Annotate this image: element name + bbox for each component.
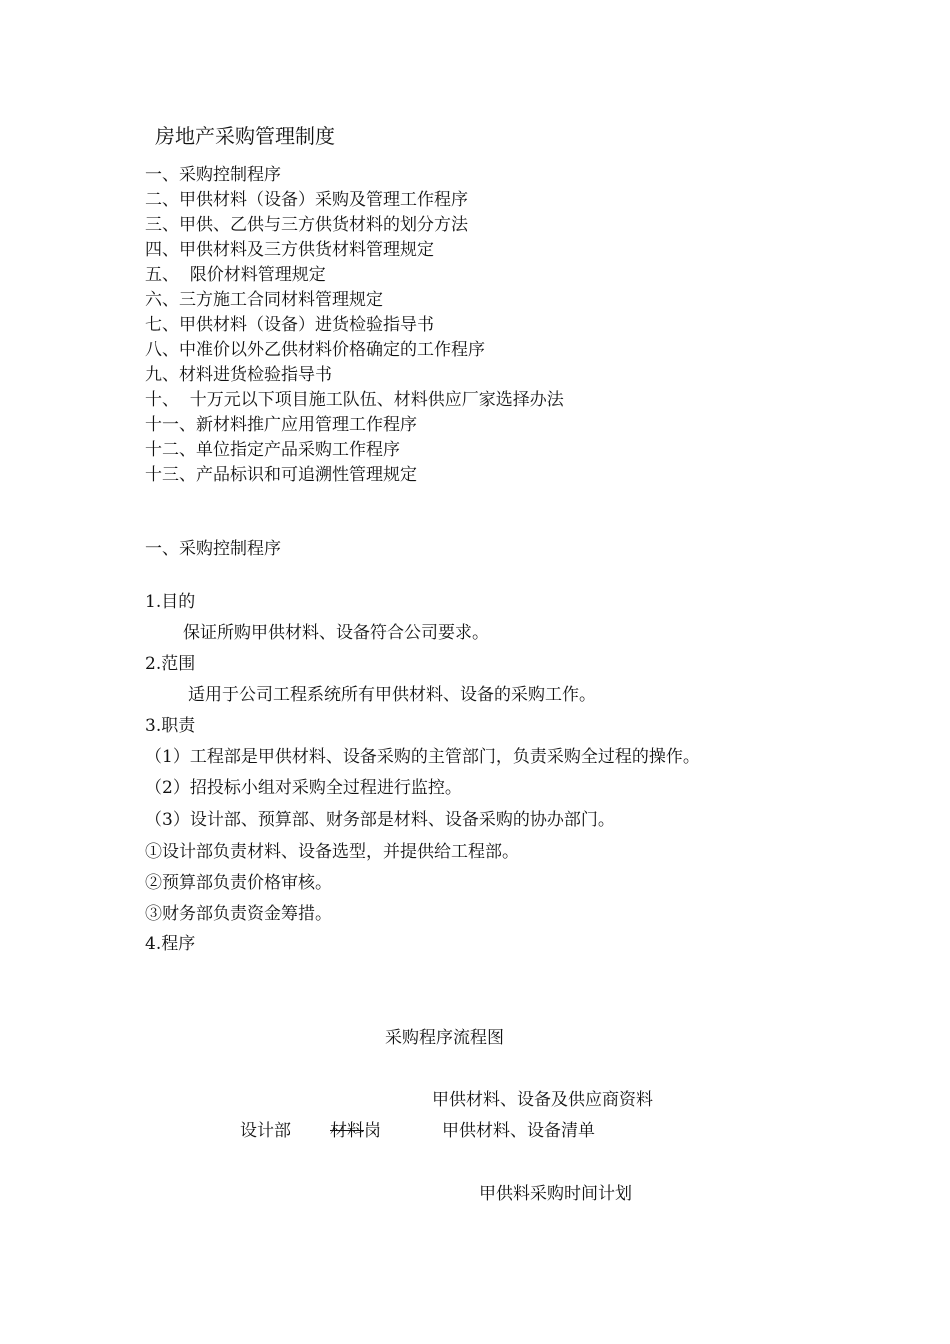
purpose-label: 1.目的	[145, 592, 196, 612]
toc-item: 八、中准价以外乙供材料价格确定的工作程序	[145, 340, 485, 360]
toc-item: 九、材料进货检验指导书	[145, 365, 332, 385]
duty-item: （1）工程部是甲供材料、设备采购的主管部门，负责采购全过程的操作。	[145, 747, 700, 767]
post-suffix: 岗	[364, 1121, 381, 1141]
toc-item: 三、甲供、乙供与三方供货材料的划分方法	[145, 215, 468, 235]
procedure-label: 4.程序	[145, 934, 196, 954]
duty-item: ①设计部负责材料、设备选型，并提供给工程部。	[145, 842, 519, 862]
duty-item: ③财务部负责资金筹措。	[145, 904, 332, 924]
toc-item: 四、甲供材料及三方供货材料管理规定	[145, 240, 434, 260]
duty-item: ②预算部负责价格审核。	[145, 873, 332, 893]
toc-item: 十一、新材料推广应用管理工作程序	[145, 415, 417, 435]
toc-item: 十二、单位指定产品采购工作程序	[145, 440, 400, 460]
toc-item: 十三、产品标识和可追溯性管理规定	[145, 465, 417, 485]
toc-item: 五、 限价材料管理规定	[145, 265, 326, 285]
purpose-text: 保证所购甲供材料、设备符合公司要求。	[183, 623, 489, 643]
flow-node-material-list: 甲供材料、设备清单	[442, 1121, 595, 1141]
table-of-contents	[145, 163, 564, 488]
toc-item: 一、采购控制程序	[145, 165, 281, 185]
flow-node-design-dept: 设计部	[240, 1121, 291, 1141]
duty-item: （2）招投标小组对采购全过程进行监控。	[145, 778, 462, 798]
toc-item: 十、 十万元以下项目施工队伍、材料供应厂家选择办法	[145, 390, 564, 410]
duty-item: （3）设计部、预算部、财务部是材料、设备采购的协办部门。	[145, 810, 615, 830]
flowchart-title: 采购程序流程图	[385, 1028, 504, 1048]
duties-label: 3.职责	[145, 716, 196, 736]
toc-item: 七、甲供材料（设备）进货检验指导书	[145, 315, 434, 335]
scope-label: 2.范围	[145, 654, 196, 674]
struck-text: 材料	[330, 1121, 364, 1141]
toc-item: 六、三方施工合同材料管理规定	[145, 290, 383, 310]
section-heading: 一、采购控制程序	[145, 539, 281, 559]
toc-item: 二、甲供材料（设备）采购及管理工作程序	[145, 190, 468, 210]
document-title: 房地产采购管理制度	[155, 124, 335, 148]
flow-node-material-post	[330, 1119, 381, 1143]
flow-node-time-plan: 甲供料采购时间计划	[479, 1184, 632, 1204]
scope-text: 适用于公司工程系统所有甲供材料、设备的采购工作。	[188, 685, 596, 705]
flow-node-supply-info: 甲供材料、设备及供应商资料	[432, 1090, 653, 1110]
